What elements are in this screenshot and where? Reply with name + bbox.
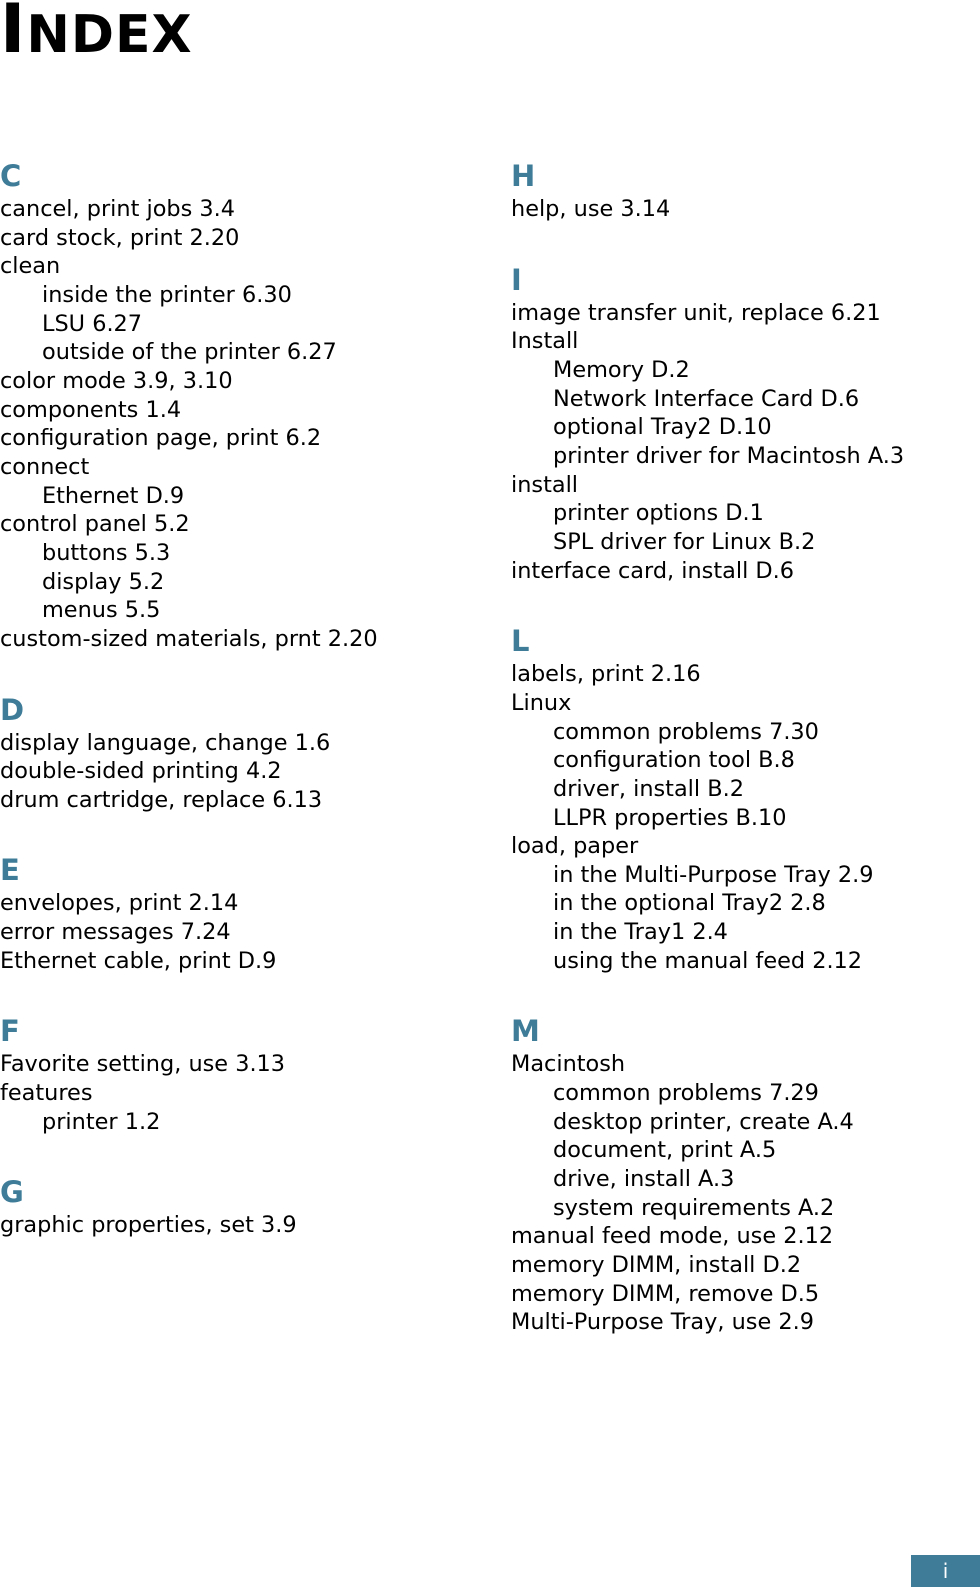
index-entry: features bbox=[0, 1080, 93, 1107]
index-section-g bbox=[0, 1176, 480, 1240]
page-number: i bbox=[911, 1555, 980, 1587]
page-title bbox=[0, 0, 193, 69]
section-letter: E bbox=[0, 853, 20, 888]
index-column-left bbox=[0, 160, 480, 1280]
section-letter: L bbox=[511, 624, 530, 659]
index-entry: configuration page, print 6.2 bbox=[0, 425, 322, 452]
index-entry: install bbox=[511, 471, 579, 498]
index-entry: Linux bbox=[511, 689, 572, 716]
index-subentry: LSU 6.27 bbox=[42, 310, 143, 337]
index-entry: custom-sized materials, prnt 2.20 bbox=[0, 625, 378, 652]
index-subentry: inside the printer 6.30 bbox=[42, 281, 292, 308]
index-section-l bbox=[511, 625, 971, 975]
index-section-e bbox=[0, 854, 480, 975]
index-entry: Favorite setting, use 3.13 bbox=[0, 1051, 286, 1078]
index-subentry: outside of the printer 6.27 bbox=[42, 339, 337, 366]
index-subentry: display 5.2 bbox=[42, 568, 165, 595]
index-subentry: buttons 5.3 bbox=[42, 539, 171, 566]
index-column-right bbox=[511, 160, 971, 1377]
index-subentry: system requirements A.2 bbox=[553, 1194, 835, 1221]
section-letter: I bbox=[511, 262, 522, 297]
index-entry: interface card, install D.6 bbox=[511, 557, 795, 584]
index-entry: Install bbox=[511, 328, 579, 355]
index-subentry: in the Tray1 2.4 bbox=[553, 919, 728, 946]
index-section-h bbox=[511, 160, 971, 224]
index-subentry: LLPR properties B.10 bbox=[553, 804, 787, 831]
index-section-m bbox=[511, 1015, 971, 1337]
index-subentry: in the optional Tray2 2.8 bbox=[553, 890, 826, 917]
index-entry: cancel, print jobs 3.4 bbox=[0, 196, 236, 222]
index-subentry: printer options D.1 bbox=[553, 500, 764, 527]
index-entry: color mode 3.9, 3.10 bbox=[0, 367, 233, 394]
index-subentry: driver, install B.2 bbox=[553, 775, 744, 802]
index-subentry: printer driver for Macintosh A.3 bbox=[553, 442, 905, 469]
index-entry: memory DIMM, install D.2 bbox=[511, 1252, 802, 1279]
section-letter: F bbox=[0, 1014, 20, 1049]
title-rest: NDEX bbox=[26, 5, 193, 65]
index-entry: components 1.4 bbox=[0, 396, 182, 423]
section-letter: M bbox=[511, 1014, 540, 1049]
index-subentry: common problems 7.30 bbox=[553, 718, 819, 745]
index-entry: graphic properties, set 3.9 bbox=[0, 1212, 297, 1239]
index-entry: manual feed mode, use 2.12 bbox=[511, 1223, 834, 1250]
index-entry: display language, change 1.6 bbox=[0, 729, 331, 756]
index-entry: control panel 5.2 bbox=[0, 511, 190, 538]
index-subentry: SPL driver for Linux B.2 bbox=[553, 528, 816, 555]
index-subentry: optional Tray2 D.10 bbox=[553, 414, 772, 441]
index-entry: double-sided printing 4.2 bbox=[0, 758, 282, 785]
index-entry: error messages 7.24 bbox=[0, 919, 231, 946]
index-subentry: in the Multi-Purpose Tray 2.9 bbox=[553, 861, 874, 888]
index-subentry: Ethernet D.9 bbox=[42, 482, 185, 509]
section-letter: D bbox=[0, 692, 25, 727]
index-subentry: desktop printer, create A.4 bbox=[553, 1108, 854, 1135]
index-section-d bbox=[0, 694, 480, 815]
index-section-f bbox=[0, 1015, 480, 1136]
index-section-c bbox=[0, 160, 480, 654]
index-entry: Macintosh bbox=[511, 1051, 626, 1078]
index-entry: card stock, print 2.20 bbox=[0, 224, 240, 251]
index-subentry: using the manual feed 2.12 bbox=[553, 947, 863, 974]
index-subentry: printer 1.2 bbox=[42, 1108, 161, 1135]
index-entry: help, use 3.14 bbox=[511, 196, 671, 222]
index-subentry: Memory D.2 bbox=[553, 356, 690, 383]
index-entry: envelopes, print 2.14 bbox=[0, 890, 239, 917]
section-letter: C bbox=[0, 159, 22, 193]
title-initial: I bbox=[0, 0, 27, 69]
section-letter: G bbox=[0, 1175, 24, 1210]
index-subentry: document, print A.5 bbox=[553, 1137, 777, 1164]
index-entry: Multi-Purpose Tray, use 2.9 bbox=[511, 1309, 814, 1336]
index-entry: connect bbox=[0, 453, 90, 480]
section-letter: H bbox=[511, 159, 536, 193]
index-entry: memory DIMM, remove D.5 bbox=[511, 1280, 820, 1307]
index-entry: drum cartridge, replace 6.13 bbox=[0, 786, 323, 813]
index-subentry: drive, install A.3 bbox=[553, 1166, 735, 1193]
index-entry: load, paper bbox=[511, 833, 639, 860]
index-entry: labels, print 2.16 bbox=[511, 661, 701, 688]
index-subentry: menus 5.5 bbox=[42, 597, 161, 624]
index-entry: image transfer unit, replace 6.21 bbox=[511, 299, 881, 326]
index-entry: Ethernet cable, print D.9 bbox=[0, 947, 277, 974]
index-section-i bbox=[511, 264, 971, 586]
index-subentry: configuration tool B.8 bbox=[553, 747, 795, 774]
index-entry: clean bbox=[0, 253, 61, 280]
index-subentry: common problems 7.29 bbox=[553, 1080, 819, 1107]
index-subentry: Network Interface Card D.6 bbox=[553, 385, 860, 412]
